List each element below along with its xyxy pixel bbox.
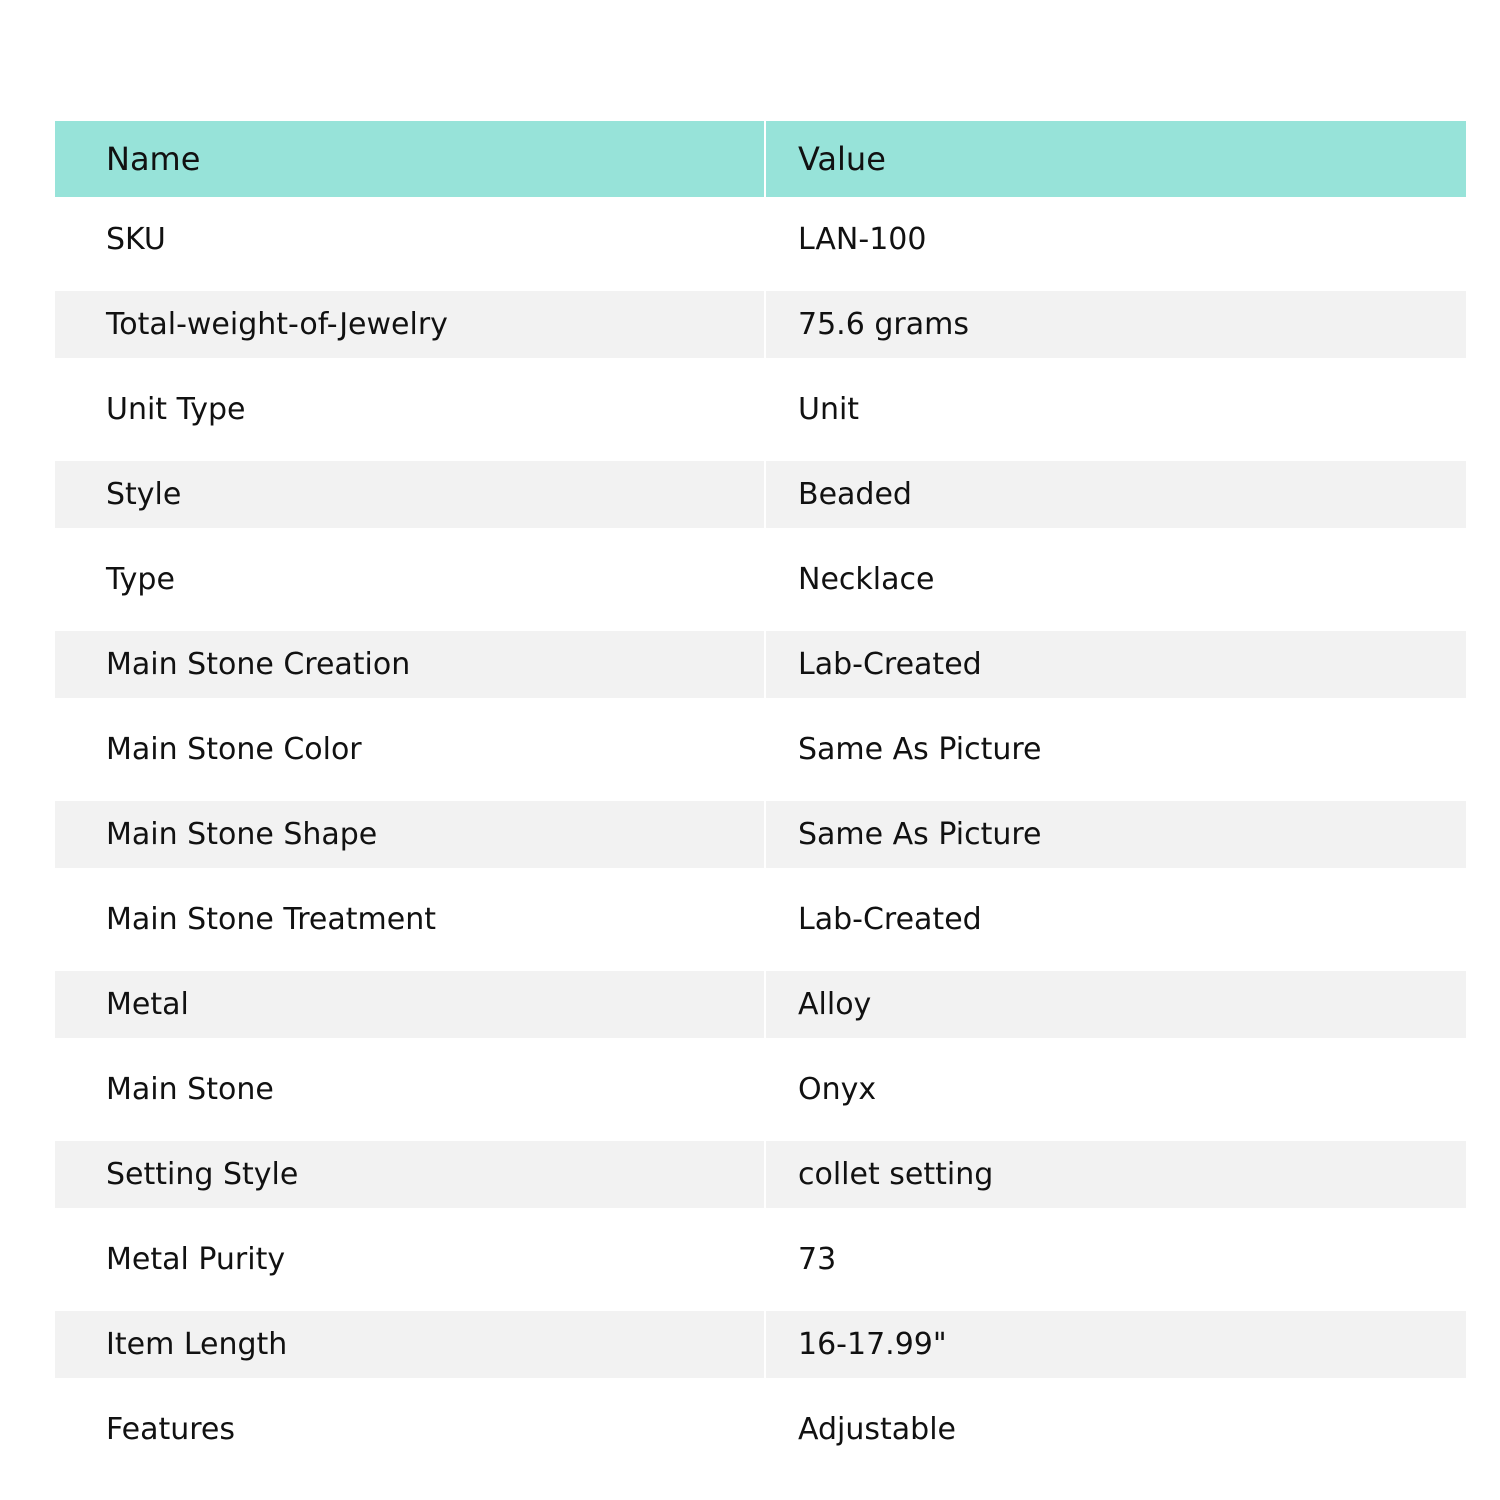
row-name-cell: Item Length xyxy=(55,1302,766,1387)
row-name-cell: Main Stone Creation xyxy=(55,622,766,707)
row-value-cell: Beaded xyxy=(766,452,1466,537)
row-value-cell: collet setting xyxy=(766,1132,1466,1217)
row-name-cell: Total-weight-of-Jewelry xyxy=(55,282,766,367)
row-name-cell: Main Stone Shape xyxy=(55,792,766,877)
row-name-cell: Unit Type xyxy=(55,367,766,452)
table-row xyxy=(55,197,1466,282)
table-row xyxy=(55,282,1466,367)
row-name-cell: Style xyxy=(55,452,766,537)
column-header-name: Name xyxy=(55,121,766,197)
table-row xyxy=(55,707,1466,792)
row-value-cell: Same As Picture xyxy=(766,792,1466,877)
row-value-cell: LAN-100 xyxy=(766,197,1466,282)
row-value-cell: Unit xyxy=(766,367,1466,452)
row-value-cell: 16-17.99" xyxy=(766,1302,1466,1387)
row-value-cell: Same As Picture xyxy=(766,707,1466,792)
column-header-value: Value xyxy=(766,121,1466,197)
table-row xyxy=(55,1132,1466,1217)
table-row xyxy=(55,962,1466,1047)
row-name-cell: Features xyxy=(55,1387,766,1472)
table-row xyxy=(55,452,1466,537)
table-row xyxy=(55,1302,1466,1387)
table-body xyxy=(55,197,1466,1472)
row-value-cell: 75.6 grams xyxy=(766,282,1466,367)
row-value-cell: Lab-Created xyxy=(766,622,1466,707)
row-name-cell: Type xyxy=(55,537,766,622)
row-value-cell: Alloy xyxy=(766,962,1466,1047)
table-row xyxy=(55,622,1466,707)
row-name-cell: Metal Purity xyxy=(55,1217,766,1302)
table-row xyxy=(55,1387,1466,1472)
row-name-cell: Metal xyxy=(55,962,766,1047)
table-row xyxy=(55,1217,1466,1302)
table-row xyxy=(55,1047,1466,1132)
row-value-cell: 73 xyxy=(766,1217,1466,1302)
row-value-cell: Onyx xyxy=(766,1047,1466,1132)
row-value-cell: Adjustable xyxy=(766,1387,1466,1472)
table-row xyxy=(55,537,1466,622)
table-header xyxy=(55,121,1466,197)
table-row xyxy=(55,877,1466,962)
row-name-cell: Main Stone xyxy=(55,1047,766,1132)
header-row xyxy=(55,121,1466,197)
row-value-cell: Lab-Created xyxy=(766,877,1466,962)
row-name-cell: Main Stone Treatment xyxy=(55,877,766,962)
table-row xyxy=(55,367,1466,452)
row-value-cell: Necklace xyxy=(766,537,1466,622)
spec-table xyxy=(55,121,1466,1472)
row-name-cell: Main Stone Color xyxy=(55,707,766,792)
table-row xyxy=(55,792,1466,877)
row-name-cell: SKU xyxy=(55,197,766,282)
row-name-cell: Setting Style xyxy=(55,1132,766,1217)
